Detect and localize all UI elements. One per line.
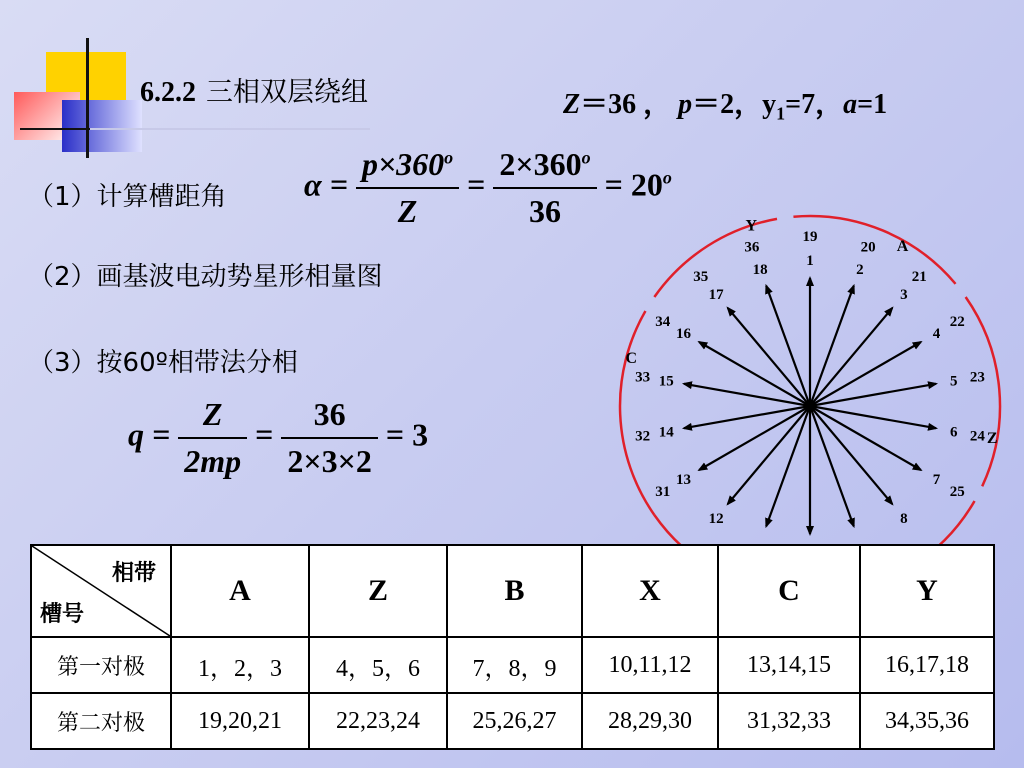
slot-label-1: 1 <box>806 253 814 269</box>
slot-label-16: 16 <box>676 326 692 342</box>
phasor-arrow-11 <box>766 406 810 526</box>
alpha-den-1: Z <box>397 193 418 229</box>
q-den-2: 2×3×2 <box>287 443 372 479</box>
slot-label-4: 4 <box>932 326 941 342</box>
param-p-symbol: p <box>678 89 693 120</box>
slot-label-23: 23 <box>969 369 985 386</box>
slot-label-19: 19 <box>802 229 818 245</box>
corner-top-label: 相带 <box>111 561 156 586</box>
q-num-2: 36 <box>281 396 377 439</box>
table-cell: 4，5，6 <box>309 637 447 693</box>
table-cell: 1，2，3 <box>171 637 309 693</box>
alpha-result: = 20 <box>604 166 663 203</box>
param-p-value: ＝2， <box>692 89 763 120</box>
alpha-deg-2: o <box>581 147 591 168</box>
table-cell: 34,35,36 <box>860 693 994 749</box>
phase-band-arc <box>966 297 1000 486</box>
slot-label-33: 33 <box>635 369 651 386</box>
section-number: 6.2.2 <box>140 77 196 108</box>
slot-label-20: 20 <box>860 239 876 256</box>
row-label: 第二对极 <box>31 693 171 749</box>
phase-band-arc <box>620 311 654 515</box>
table-cell: 16,17,18 <box>860 637 994 693</box>
table-header-cell: B <box>447 545 582 637</box>
phasor-arrow-2 <box>810 286 854 406</box>
param-a-symbol: a <box>843 89 858 120</box>
table-corner-cell <box>31 545 171 637</box>
param-y-subscript: 1 <box>776 103 786 124</box>
slot-label-31: 31 <box>655 484 671 500</box>
slot-label-13: 13 <box>676 472 692 488</box>
table-cell: 19,20,21 <box>171 693 309 749</box>
slot-label-21: 21 <box>911 268 927 285</box>
param-z-symbol: Z <box>563 89 581 120</box>
step-1-text: （1）计算槽距角 <box>28 182 227 212</box>
q-eq-1: = <box>255 416 274 453</box>
slot-label-2: 2 <box>856 261 864 278</box>
table-cell: 7，8，9 <box>447 637 582 693</box>
step-3-text: （3）按60º相带法分相 <box>28 348 298 378</box>
alpha-deg-3: o <box>662 167 672 188</box>
phasor-arrow-12 <box>728 406 810 504</box>
alpha-den-2: 36 <box>529 193 562 229</box>
q-num-1: Z <box>178 396 247 439</box>
row-label: 第一对极 <box>31 637 171 693</box>
phase-band-arc <box>654 219 777 297</box>
phase-label-Y: Y <box>745 217 758 235</box>
corner-bottom-label: 槽号 <box>40 602 85 627</box>
table-cell: 13,14,15 <box>718 637 860 693</box>
alpha-num-2: 2×360 <box>499 146 582 182</box>
param-y-value: =7， <box>785 89 844 120</box>
alpha-lhs: α = <box>304 166 348 203</box>
step-2-text: （2）画基波电动势星形相量图 <box>28 262 383 292</box>
slot-label-25: 25 <box>949 484 965 500</box>
table-cell: 28,29,30 <box>582 693 718 749</box>
slot-label-18: 18 <box>752 261 768 278</box>
slot-label-24: 24 <box>969 428 985 445</box>
slot-label-22: 22 <box>949 314 965 330</box>
slot-label-5: 5 <box>950 373 958 390</box>
phase-label-C: C <box>625 350 638 368</box>
slot-label-12: 12 <box>708 510 724 527</box>
slot-assignment-table <box>30 544 995 750</box>
table-header-cell: Y <box>860 545 994 637</box>
alpha-deg-1: o <box>444 147 454 168</box>
table-row <box>31 693 994 749</box>
slot-label-36: 36 <box>744 239 760 256</box>
alpha-num-1: p×360 <box>361 146 445 182</box>
slot-label-14: 14 <box>658 424 674 441</box>
phasor-arrow-3 <box>810 308 892 406</box>
slot-label-7: 7 <box>932 472 941 488</box>
param-a-value: =1 <box>857 89 888 120</box>
table-header-row <box>31 545 994 637</box>
phasor-arrow-8 <box>810 406 892 504</box>
phasor-arrow-9 <box>810 406 854 526</box>
slot-label-8: 8 <box>900 510 908 527</box>
slot-label-32: 32 <box>635 428 651 445</box>
slot-label-3: 3 <box>900 287 908 304</box>
table-header-cell: A <box>171 545 309 637</box>
phasor-arrow-17 <box>728 308 810 406</box>
slot-label-6: 6 <box>950 424 958 441</box>
slot-label-35: 35 <box>693 268 709 285</box>
param-y-symbol: y <box>762 89 777 120</box>
table-header-cell: Z <box>309 545 447 637</box>
q-den-1: 2mp <box>184 443 242 479</box>
phase-label-A: A <box>896 237 909 255</box>
table-cell: 22,23,24 <box>309 693 447 749</box>
slot-label-15: 15 <box>658 373 674 390</box>
table-cell: 31,32,33 <box>718 693 860 749</box>
phase-label-Z: Z <box>986 430 998 448</box>
slot-label-17: 17 <box>708 287 724 304</box>
table-cell: 25,26,27 <box>447 693 582 749</box>
param-z-value: ＝36 ， <box>580 89 672 120</box>
table-row <box>31 637 994 693</box>
table-cell: 10,11,12 <box>582 637 718 693</box>
alpha-eq-1: = <box>467 166 486 203</box>
section-text: 三相双层绕组 <box>206 77 368 108</box>
q-result: = 3 <box>385 416 429 453</box>
q-lhs: q = <box>128 416 171 453</box>
slot-label-34: 34 <box>655 314 671 330</box>
phasor-arrow-18 <box>766 286 810 406</box>
table-header-cell: C <box>718 545 860 637</box>
table-header-cell: X <box>582 545 718 637</box>
